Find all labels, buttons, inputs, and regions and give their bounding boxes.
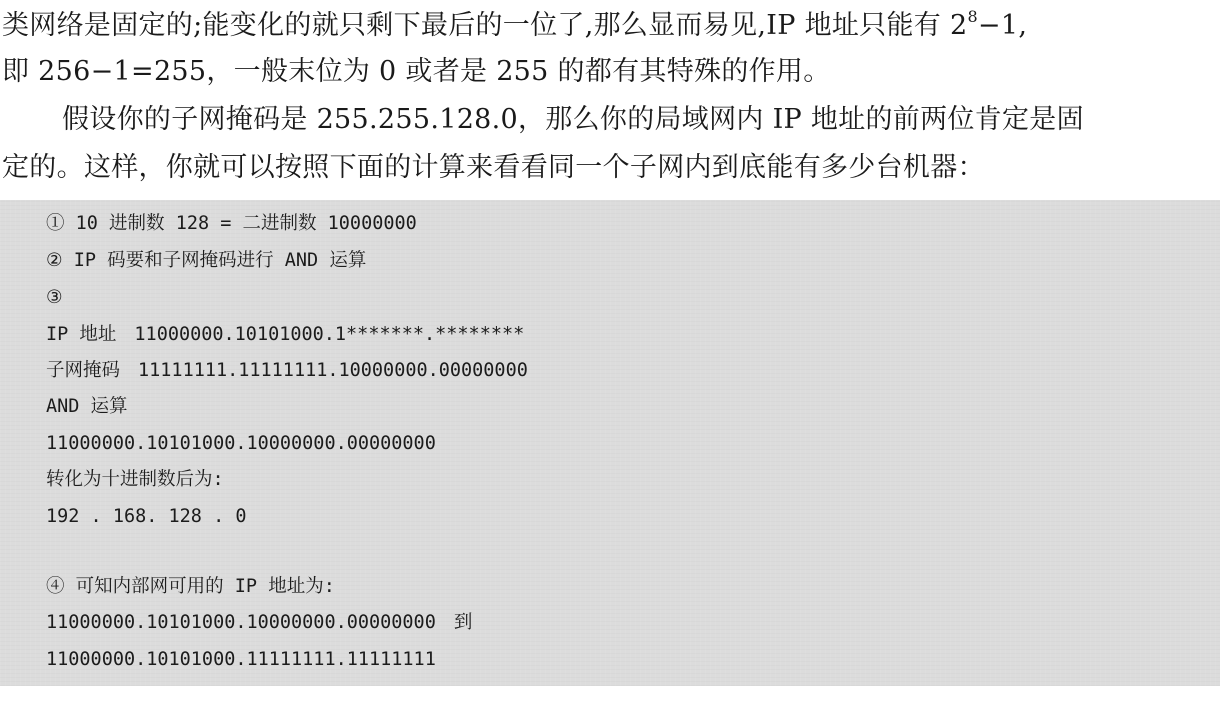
code-and-label: AND 运算 — [46, 396, 128, 417]
paragraph-2-line-2: 定的。这样，你就可以按照下面的计算来看看同一个子网内到底能有多少台机器： — [2, 152, 985, 183]
code-decimal-result: 192 . 168. 128 . 0 — [46, 506, 247, 527]
ip-value: 11000000.10101000.1*******.******** — [134, 324, 525, 345]
paragraph-1-line-1-tail: −1, — [977, 10, 1028, 41]
code-step-2: ② IP 码要和子网掩码进行 AND 运算 — [46, 250, 367, 271]
paragraph-2-line-1: 假设你的子网掩码是 255.255.128.0，那么你的局域网内 IP 地址的前两位肯定是固 — [62, 104, 1084, 135]
code-block — [0, 200, 1220, 686]
code-and-result: 11000000.10101000.10000000.00000000 — [46, 433, 436, 454]
code-range-start-line — [46, 609, 472, 637]
code-mask-line — [46, 357, 528, 385]
code-convert-label: 转化为十进制数后为: — [46, 469, 224, 490]
code-ip-line — [46, 321, 524, 349]
mask-value: 11111111.11111111.10000000.00000000 — [138, 360, 528, 381]
paragraph-1-line-1-text: 类网络是固定的;能变化的就只剩下最后的一位了,那么显而易见,IP 地址只能有 2 — [2, 10, 968, 41]
paragraph-1-line-2: 即 256−1=255，一般末位为 0 或者是 255 的都有其特殊的作用。 — [2, 56, 831, 87]
paragraph-1-line-1 — [2, 8, 1027, 44]
exponent: 8 — [967, 7, 978, 26]
ip-label: IP 地址 — [46, 324, 117, 345]
range-to: 到 — [453, 612, 473, 633]
range-start: 11000000.10101000.10000000.00000000 — [46, 612, 436, 633]
code-step-3: ③ — [46, 287, 63, 308]
code-range-end: 11000000.10101000.11111111.11111111 — [46, 649, 436, 670]
code-step-4: ④ 可知内部网可用的 IP 地址为: — [46, 576, 335, 597]
mask-label: 子网掩码 — [46, 360, 121, 381]
code-step-1: ① 10 进制数 128 = 二进制数 10000000 — [46, 213, 417, 234]
